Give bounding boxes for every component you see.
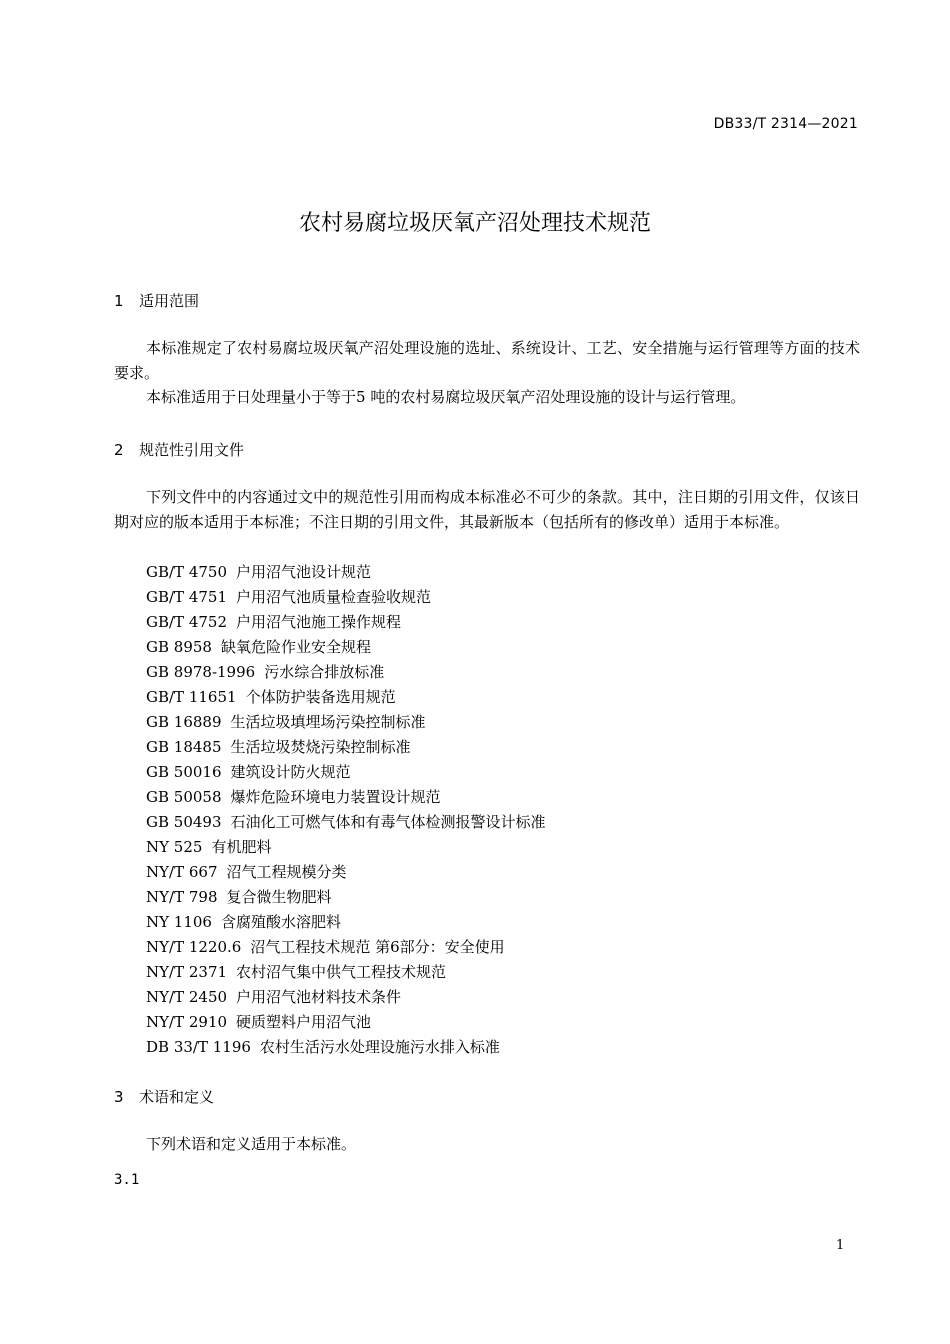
reference-code: GB/T 11651 (146, 688, 237, 706)
section-2-title: 规范性引用文件 (139, 441, 245, 459)
section-2-heading (114, 439, 244, 460)
section-3-heading (114, 1086, 214, 1107)
reference-code: GB 16889 (146, 713, 222, 731)
reference-code: NY/T 1220.6 (146, 938, 242, 956)
page-number: 1 (836, 1238, 845, 1253)
reference-item (146, 860, 546, 885)
reference-item (146, 710, 546, 735)
reference-item (146, 1010, 546, 1035)
reference-name: 复合微生物肥料 (226, 888, 332, 906)
reference-item (146, 760, 546, 785)
reference-name: 户用沼气池材料技术条件 (236, 988, 402, 1006)
section-1-paragraph-2: 本标准适用于日处理量小于等于5 吨的农村易腐垃圾厌氧产沼处理设施的设计与运行管理。 (146, 388, 746, 406)
reference-name: 污水综合排放标准 (264, 663, 385, 681)
reference-item (146, 635, 546, 660)
section-1-paragraph-1: 本标准规定了农村易腐垃圾厌氧产沼处理设施的选址、系统设计、工艺、安全措施与运行管理等方面的技术要求。 (114, 339, 860, 382)
reference-item (146, 1035, 546, 1060)
section-2-number: 2 (114, 441, 124, 459)
reference-name: 缺氧危险作业安全规程 (220, 638, 371, 656)
reference-name: 沼气工程规模分类 (226, 863, 347, 881)
reference-name: 户用沼气池质量检查验收规范 (236, 588, 432, 606)
reference-name: 爆炸危险环境电力装置设计规范 (230, 788, 441, 806)
reference-item (146, 560, 546, 585)
reference-item (146, 985, 546, 1010)
reference-code: NY 525 (146, 838, 203, 856)
reference-name: 建筑设计防火规范 (230, 763, 351, 781)
reference-code: NY 1106 (146, 913, 212, 931)
normative-reference-list (146, 560, 546, 1060)
reference-item (146, 885, 546, 910)
reference-code: NY/T 2910 (146, 1013, 228, 1031)
section-1-title: 适用范围 (139, 292, 200, 310)
reference-code: GB/T 4750 (146, 563, 228, 581)
reference-item (146, 585, 546, 610)
reference-item (146, 610, 546, 635)
reference-code: NY/T 667 (146, 863, 218, 881)
reference-item (146, 835, 546, 860)
reference-code: GB 18485 (146, 738, 222, 756)
document-code: DB33/T 2314—2021 (713, 116, 858, 132)
reference-item (146, 735, 546, 760)
section-1-heading (114, 290, 199, 311)
reference-item (146, 660, 546, 685)
reference-item (146, 960, 546, 985)
reference-name: 农村沼气集中供气工程技术规范 (236, 963, 447, 981)
reference-code: DB 33/T 1196 (146, 1038, 251, 1056)
reference-name: 含腐殖酸水溶肥料 (220, 913, 341, 931)
reference-item (146, 785, 546, 810)
document-title: 农村易腐垃圾厌氧产沼处理技术规范 (298, 211, 651, 236)
reference-name: 农村生活污水处理设施污水排入标准 (259, 1038, 500, 1056)
section-3-number: 3 (114, 1088, 124, 1106)
reference-code: GB 50016 (146, 763, 222, 781)
reference-name: 户用沼气池设计规范 (236, 563, 372, 581)
reference-code: GB 50058 (146, 788, 222, 806)
reference-name: 硬质塑料户用沼气池 (236, 1013, 372, 1031)
section-1-number: 1 (114, 292, 124, 310)
reference-item (146, 810, 546, 835)
reference-code: GB 8978-1996 (146, 663, 256, 681)
reference-item (146, 935, 546, 960)
reference-item (146, 685, 546, 710)
reference-code: NY/T 798 (146, 888, 218, 906)
reference-code: NY/T 2371 (146, 963, 228, 981)
reference-name: 石油化工可燃气体和有毒气体检测报警设计标准 (230, 813, 546, 831)
reference-name: 生活垃圾焚烧污染控制标准 (230, 738, 411, 756)
section-3-intro: 下列术语和定义适用于本标准。 (146, 1135, 357, 1153)
section-2-intro: 下列文件中的内容通过文中的规范性引用而构成本标准必不可少的条款。其中，注日期的引用文件，仅该日期对应的版本适用于本标准；不注日期的引用文件，其最新版本（包括所有的修改单）适用于本标准。 (114, 488, 860, 531)
reference-code: NY/T 2450 (146, 988, 228, 1006)
section-3-title: 术语和定义 (139, 1088, 215, 1106)
reference-code: GB/T 4751 (146, 588, 228, 606)
reference-name: 个体防护装备选用规范 (245, 688, 396, 706)
reference-item (146, 910, 546, 935)
reference-name: 生活垃圾填埋场污染控制标准 (230, 713, 426, 731)
reference-name: 有机肥料 (211, 838, 272, 856)
reference-name: 沼气工程技术规范 第6部分：安全使用 (250, 938, 505, 956)
reference-code: GB/T 4752 (146, 613, 228, 631)
reference-code: GB 8958 (146, 638, 212, 656)
reference-name: 户用沼气池施工操作规程 (236, 613, 402, 631)
reference-code: GB 50493 (146, 813, 222, 831)
clause-number: 3.1 (114, 1172, 140, 1188)
